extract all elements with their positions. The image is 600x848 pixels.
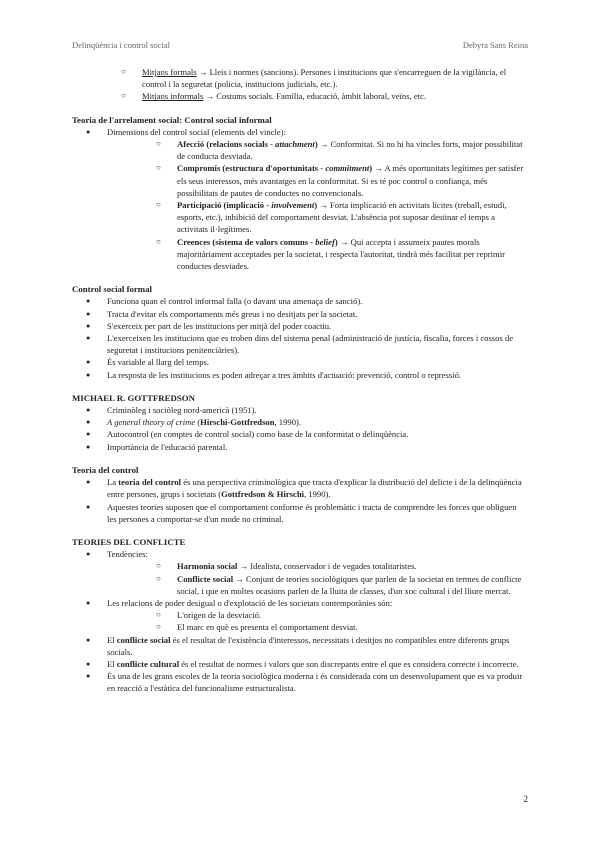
term: Mitjans formals [142, 67, 197, 77]
list-item: ● És variable al llarg del temps. [72, 356, 528, 368]
list-item: ○ Compromís (estructura d'oportunitats - commitment) → A més oportunitats legítimes per satisfer els seus interessos, més avantatges en la conformitat. Si es té poc control o confiança, més possibilitats de pautes de conductes no convencionals. [107, 162, 528, 199]
list-item: ○ El marc en què es presenta el comportament desviat. [107, 621, 528, 633]
list-item: ● És una de les grans escoles de la teoria sociològica moderna i és considerada com un desenvolupament que es va produir en reacció a l'estàtica del funcionalisme estructuralista. [72, 670, 528, 694]
intro-list [72, 66, 528, 103]
list-item: ● La teoria del control és una perspectiva criminològica que tracta d'explicar la distribució del delicte i de la delinqüència entre persones, grups i societats (Gottfredson & Hirschi, 1990). [72, 476, 528, 500]
list-item: ● Tendències: ○ Harmonia social → Idealista, conservador i de vegades totalitaristes. ○ Conflicte social → Conjunt de teories sociològiques que parlen de la societat en termes de conflicte social, i que en moltes ocasions parlen de la lluita de classes, d'un xoc cultural i del lliure mercat. [72, 548, 528, 597]
section-heading-formal: Control social formal [72, 284, 152, 295]
conflicte-list [72, 548, 528, 694]
section-heading-gottfredson: MICHAEL R. GOTTFREDSON [72, 392, 195, 403]
list-item: ○ Creences (sistema de valors comuns - belief) → Qui accepta i assumeix pautes morals majoritàriament acceptades per la societat, i respecta l'autoritat, tindrà més facilitat per reprimir conductes desviades. [107, 236, 528, 273]
list-item: ○ Mitjans formals → Lleis i normes (sancions). Persones i institucions que s'encarreguen de la vigilància, el control i la seguretat (policia, institucions judicials, etc.). [72, 66, 528, 90]
arrelament-list [72, 126, 528, 272]
list-item: ● El conflicte social és el resultat de l'existència d'interessos, necessitats i desitjos no compatibles entre diferents grups socials. [72, 634, 528, 658]
running-header-right: Debyra Sans Reina [462, 40, 528, 50]
formal-list [72, 295, 528, 380]
teoria-control-list [72, 476, 528, 525]
list-item: ● Tracta d'evitar els comportaments més greus i no desitjats per la societat. [72, 308, 528, 320]
gottfredson-list [72, 404, 528, 453]
section-heading-teoria-control: Teoria del control [72, 464, 139, 475]
list-item: ○ Mitjans informals → Costums socials. Família, educació, àmbit laboral, veïns, etc. [72, 90, 528, 102]
list-item: ● Les relacions de poder desigual o d'explotació de les societats contemporànies són: ○ L'origen de la desviació. ○ El marc en què es presenta el comportament desviat. [72, 597, 528, 634]
list-item: ● L'exerceixen les institucions que es troben dins del sistema penal (administració de justícia, fiscalia, forces i cossos de seguretat i institucions penitenciàries). [72, 332, 528, 356]
section-heading-conflicte: TEORIES DEL CONFLICTE [72, 536, 186, 547]
list-item: ● Criminòleg i sociòleg nord-americà (1951). [72, 404, 528, 416]
list-item: ● S'exerceix per part de les institucions per mitjà del poder coactiu. [72, 320, 528, 332]
page-number: 2 [523, 794, 528, 804]
list-item: ● A general theory of crime (Hirschi-Gottfredson, 1990). [72, 416, 528, 428]
list-item: ● Dimensions del control social (elements del vincle): ○ Afecció (relacions socials - attachment) → Conformitat. Si no hi ha vincles forts, major possibilitat de conducta desviada. ○ Compromís (estructura d'oportunitats - commitment) → A més oportunitats legítimes per satisfer els seus interessos, més avantatges en la conformitat. Si es té poc control o confiança, més possibilitats de pautes de conductes no convencionals. ○ Participació (implicació - involvement) → Forta implicació en activitats lícites (treball, estudi, esports, etc.), inhibició del comportament desviat. L'absència pot suposar destinar el temps a activitats il·legítimes. ○ Creences (sistema de valors comuns - belief) → Qui accepta i assumeix pautes morals majoritàriament acceptades per la societat, i respecta l'autoritat, tindrà més facilitat per reprimir conductes desviades. [72, 126, 528, 272]
page-content [72, 66, 528, 695]
list-item: ● Autocontrol (en comptes de control social) como base de la conformitat o delinqüència. [72, 428, 528, 440]
dimensions-list [107, 138, 528, 272]
list-item: ○ Participació (implicació - involvement) → Forta implicació en activitats lícites (treball, estudi, esports, etc.), inhibició del comportament desviat. L'absència pot suposar destinar el temps a activitats il·legítimes. [107, 199, 528, 236]
term: Mitjans informals [142, 91, 204, 102]
section-heading-arrelament: Teoria de l'arrelament social: Control social informal [72, 114, 272, 125]
list-item: ● Importància de l'educació parental. [72, 441, 528, 453]
list-item: ○ Harmonia social → Idealista, conservador i de vegades totalitaristes. [107, 560, 528, 572]
list-item: ○ Conflicte social → Conjunt de teories sociològiques que parlen de la societat en termes de conflicte social, i que en moltes ocasions parlen de la lluita de classes, d'un xoc cultural i del lliure mercat. [107, 573, 528, 597]
running-header-left: Delinqüència i control social [72, 40, 170, 50]
list-item: ○ Afecció (relacions socials - attachment) → Conformitat. Si no hi ha vincles forts, major possibilitat de conducta desviada. [107, 138, 528, 162]
list-item: ● La resposta de les institucions es poden adreçar a tres àmbits d'actuació: prevenció, control o repressió. [72, 369, 528, 381]
list-item: ○ L'origen de la desviació. [107, 609, 528, 621]
list-item: ● Funciona quan el control informal falla (o davant una amenaça de sanció). [72, 295, 528, 307]
list-item: ● El conflicte cultural és el resultat de normes i valors que son discrepants entre el que es considera correcte i incorrecte. [72, 658, 528, 670]
list-item: ● Aquestes teories suposen que el comportament conforme és problemàtic i tracta de comprendre les forces que obliguen les persones a comportar-se d'un mode no criminal. [72, 501, 528, 525]
